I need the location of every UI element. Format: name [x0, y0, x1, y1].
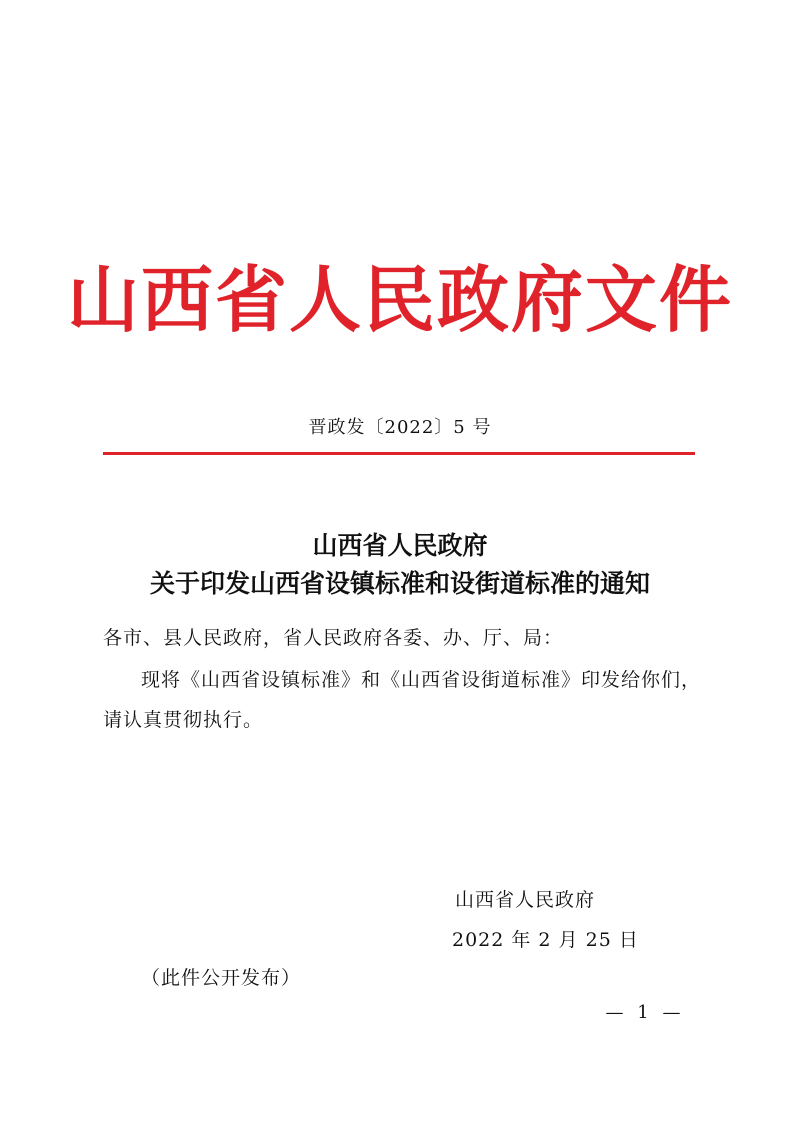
document-header-title: 山西省人民政府文件 — [66, 257, 733, 342]
issuer-name: 山西省人民政府 — [455, 889, 596, 911]
issue-date: 2022 年 2 月 25 日 — [452, 929, 639, 951]
document-number: 晋政发〔2022〕5 号 — [308, 417, 492, 438]
body-paragraph-line-1: 现将《山西省设镇标准》和《山西省设街道标准》印发给你们， — [141, 669, 702, 691]
subject-title-line-1: 山西省人民政府 — [312, 531, 488, 560]
red-header-rule — [103, 452, 695, 455]
public-release-note: （此件公开发布） — [141, 967, 302, 989]
page-number: — 1 — — [605, 1002, 685, 1023]
body-paragraph-line-2: 请认真贯彻执行。 — [103, 709, 264, 731]
subject-title-line-2: 关于印发山西省设镇标准和设街道标准的通知 — [149, 569, 650, 598]
salutation: 各市、县人民政府，省人民政府各委、办、厅、局： — [103, 627, 564, 649]
